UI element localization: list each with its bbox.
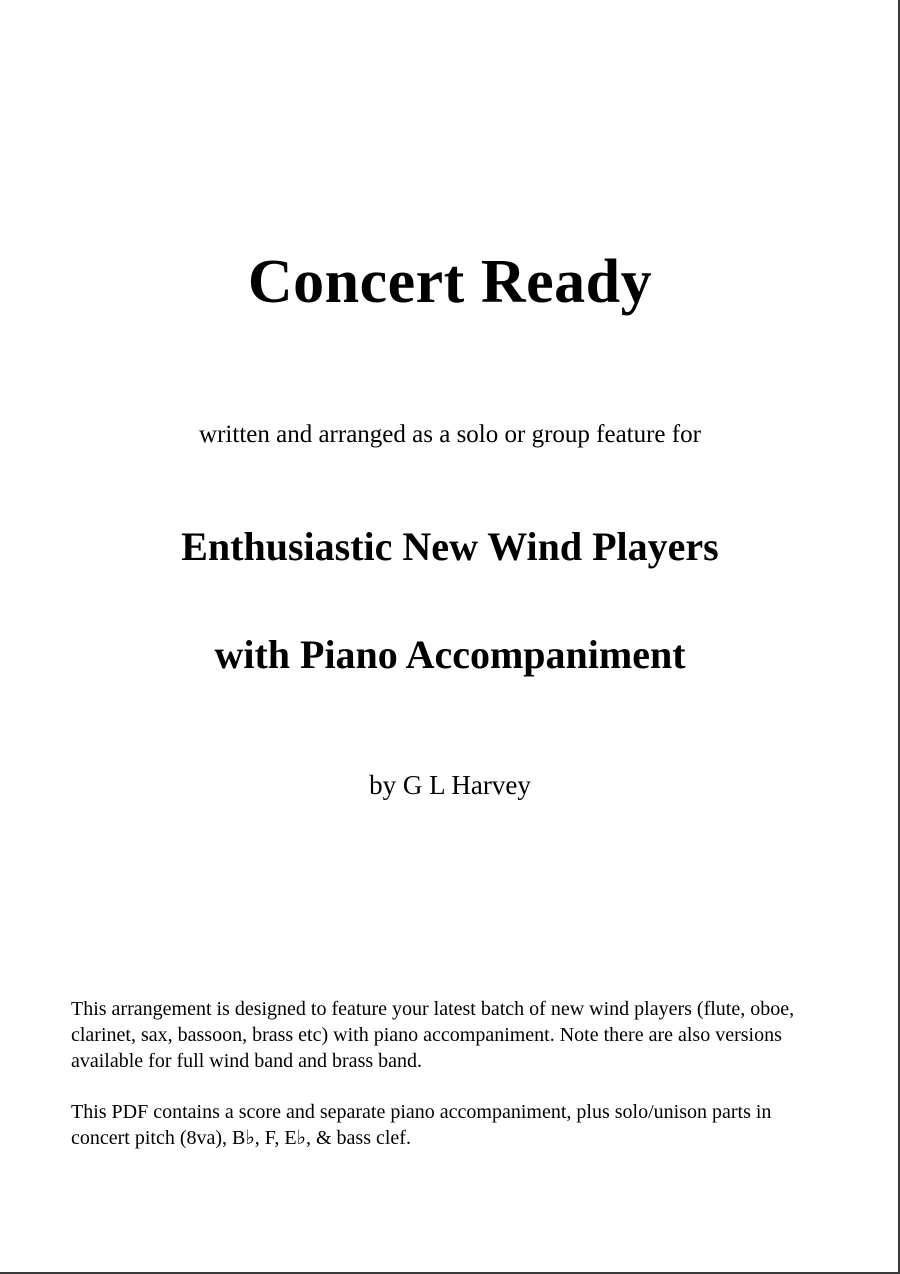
author-byline: by G L Harvey [369,770,531,800]
document-title: Concert Ready [247,248,653,316]
accompaniment-heading: with Piano Accompaniment [214,632,686,677]
document-subtitle: written and arranged as a solo or group feature for [199,421,701,448]
audience-heading: Enthusiastic New Wind Players [181,524,719,569]
description-paragraph: This arrangement is designed to feature your latest batch of new wind players (flute, oboe, clarinet, sax, bassoon, brass etc) with piano accompaniment. Note there are also versions available for full wind band and brass band. [71,998,795,1072]
contents-paragraph: This PDF contains a score and separate piano accompaniment, plus solo/unison parts in concert pitch (8va), B♭, F, E♭, & bass clef. [71,1101,772,1149]
